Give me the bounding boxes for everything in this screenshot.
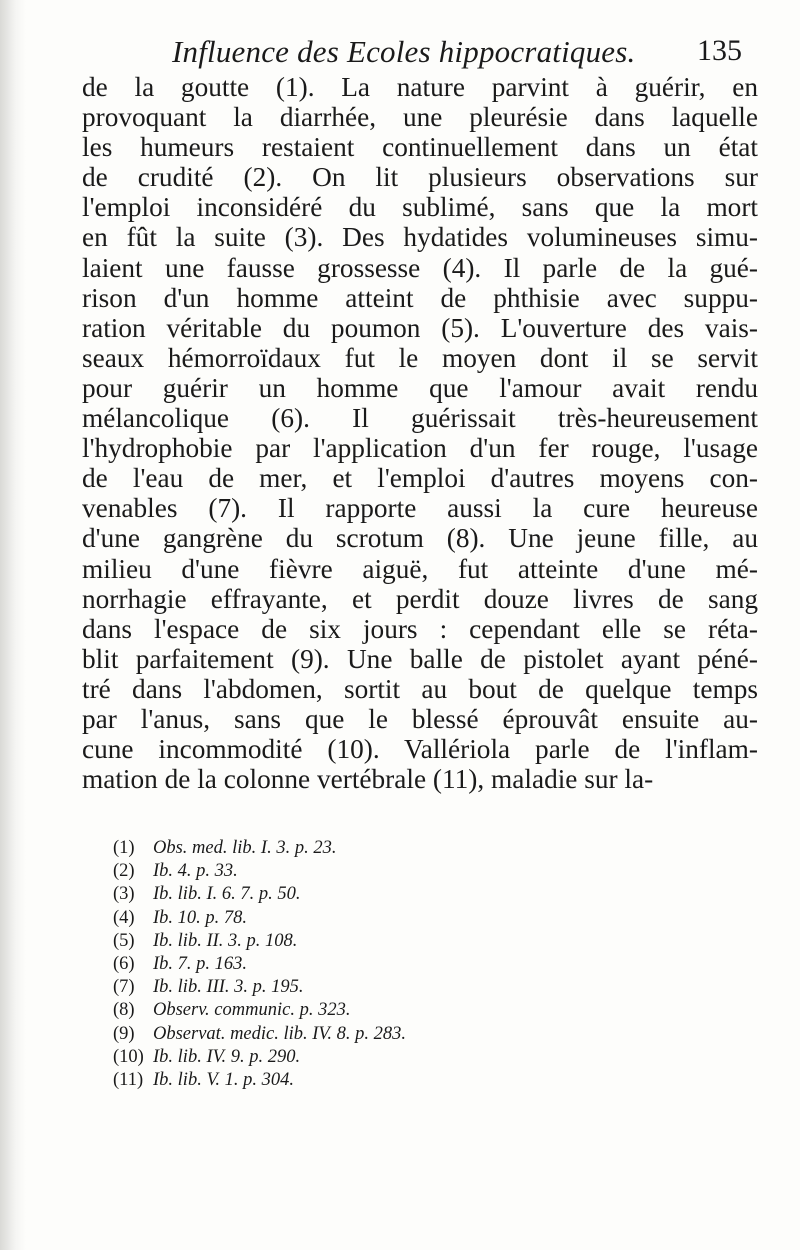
footnote bbox=[113, 883, 633, 906]
body-line: en fût la suite (3). Des hydatides volumineuses simu- bbox=[82, 222, 758, 253]
footnote-number: (11) bbox=[113, 1070, 144, 1091]
footnote bbox=[113, 907, 633, 930]
footnote bbox=[113, 976, 633, 999]
footnote-reference: Ib. lib. IV. 9. p. 290. bbox=[153, 1046, 301, 1067]
body-line: de l'eau de mer, et l'emploi d'autres moyens con- bbox=[82, 463, 758, 494]
body-line: l'emploi inconsidéré du sublimé, sans que la mort bbox=[82, 192, 758, 223]
footnote-reference: Observat. medic. lib. IV. 8. p. 283. bbox=[153, 1023, 406, 1044]
footnote-number: (4) bbox=[113, 907, 135, 928]
body-line: norrhagie effrayante, et perdit douze livres de sang bbox=[82, 583, 758, 614]
running-header bbox=[172, 34, 772, 74]
footnote bbox=[113, 1046, 633, 1069]
body-line: mation de la colonne vertébrale (11), maladie sur la- bbox=[82, 764, 654, 795]
body-line: mélancolique (6). Il guérissait très-heureusement bbox=[82, 403, 758, 434]
footnote-reference: Ib. lib. I. 6. 7. p. 50. bbox=[153, 884, 301, 905]
footnote bbox=[113, 837, 633, 860]
footnote-reference: Obs. med. lib. I. 3. p. 23. bbox=[153, 838, 337, 858]
footnote-reference: Ib. lib. V. 1. p. 304. bbox=[153, 1070, 294, 1091]
footnotes bbox=[113, 837, 633, 1092]
body-line: de la goutte (1). La nature parvint à guérir, en bbox=[82, 72, 758, 102]
body-line: rison d'un homme atteint de phthisie avec suppu- bbox=[82, 282, 758, 313]
footnote bbox=[113, 1069, 633, 1092]
body-line: seaux hémorroïdaux fut le moyen dont il se servit bbox=[82, 342, 758, 373]
footnote bbox=[113, 999, 633, 1022]
body-line: milieu d'une fièvre aiguë, fut atteinte d'une mé- bbox=[82, 553, 758, 584]
body-line: dans l'espace de six jours : cependant elle se réta- bbox=[82, 613, 758, 644]
body-line: par l'anus, sans que le blessé éprouvât ensuite au- bbox=[82, 703, 758, 734]
page-edge-shadow bbox=[0, 0, 26, 1250]
body-line: tré dans l'abdomen, sortit au bout de quelque temps bbox=[82, 673, 758, 704]
body-line: d'une gangrène du scrotum (8). Une jeune fille, au bbox=[82, 523, 758, 554]
footnote-reference: Observ. communic. p. 323. bbox=[153, 1000, 351, 1021]
body-text bbox=[82, 72, 758, 794]
footnote-number: (6) bbox=[113, 954, 135, 975]
running-title: Influence des Ecoles hippocratiques. bbox=[172, 34, 636, 69]
footnote bbox=[113, 1023, 633, 1046]
body-line: laient une fausse grossesse (4). Il parle de la gué- bbox=[82, 252, 758, 283]
footnote-number: (10) bbox=[113, 1046, 144, 1067]
body-line: cune incommodité (10). Vallériola parle de l'inflam- bbox=[82, 734, 758, 765]
page-number: 135 bbox=[697, 34, 742, 67]
footnote-number: (1) bbox=[113, 838, 135, 858]
footnote-number: (7) bbox=[113, 977, 135, 998]
footnote-number: (5) bbox=[113, 930, 135, 951]
footnote bbox=[113, 860, 633, 883]
footnote-number: (2) bbox=[113, 861, 135, 882]
body-line: les humeurs restaient continuellement dans un état bbox=[82, 132, 758, 163]
body-line: venables (7). Il rapporte aussi la cure heureuse bbox=[82, 493, 758, 524]
footnote-number: (3) bbox=[113, 884, 135, 905]
body-line: de crudité (2). On lit plusieurs observations sur bbox=[82, 162, 758, 193]
footnote bbox=[113, 930, 633, 953]
footnote-reference: Ib. lib. II. 3. p. 108. bbox=[153, 930, 298, 951]
body-line: provoquant la diarrhée, une pleurésie dans laquelle bbox=[82, 102, 758, 133]
footnote-reference: Ib. 7. p. 163. bbox=[153, 954, 248, 975]
footnote-reference: Ib. 10. p. 78. bbox=[153, 907, 248, 928]
footnote-number: (9) bbox=[113, 1023, 135, 1044]
footnote-reference: Ib. lib. III. 3. p. 195. bbox=[153, 977, 304, 998]
footnote bbox=[113, 953, 633, 976]
body-line: l'hydrophobie par l'application d'un fer rouge, l'usage bbox=[82, 433, 758, 464]
body-line: blit parfaitement (9). Une balle de pistolet ayant péné- bbox=[82, 643, 758, 674]
footnote-reference: Ib. 4. p. 33. bbox=[153, 861, 238, 882]
body-line: pour guérir un homme que l'amour avait rendu bbox=[82, 372, 758, 403]
body-line: ration véritable du poumon (5). L'ouverture des vais- bbox=[82, 312, 758, 343]
footnote-number: (8) bbox=[113, 1000, 135, 1021]
